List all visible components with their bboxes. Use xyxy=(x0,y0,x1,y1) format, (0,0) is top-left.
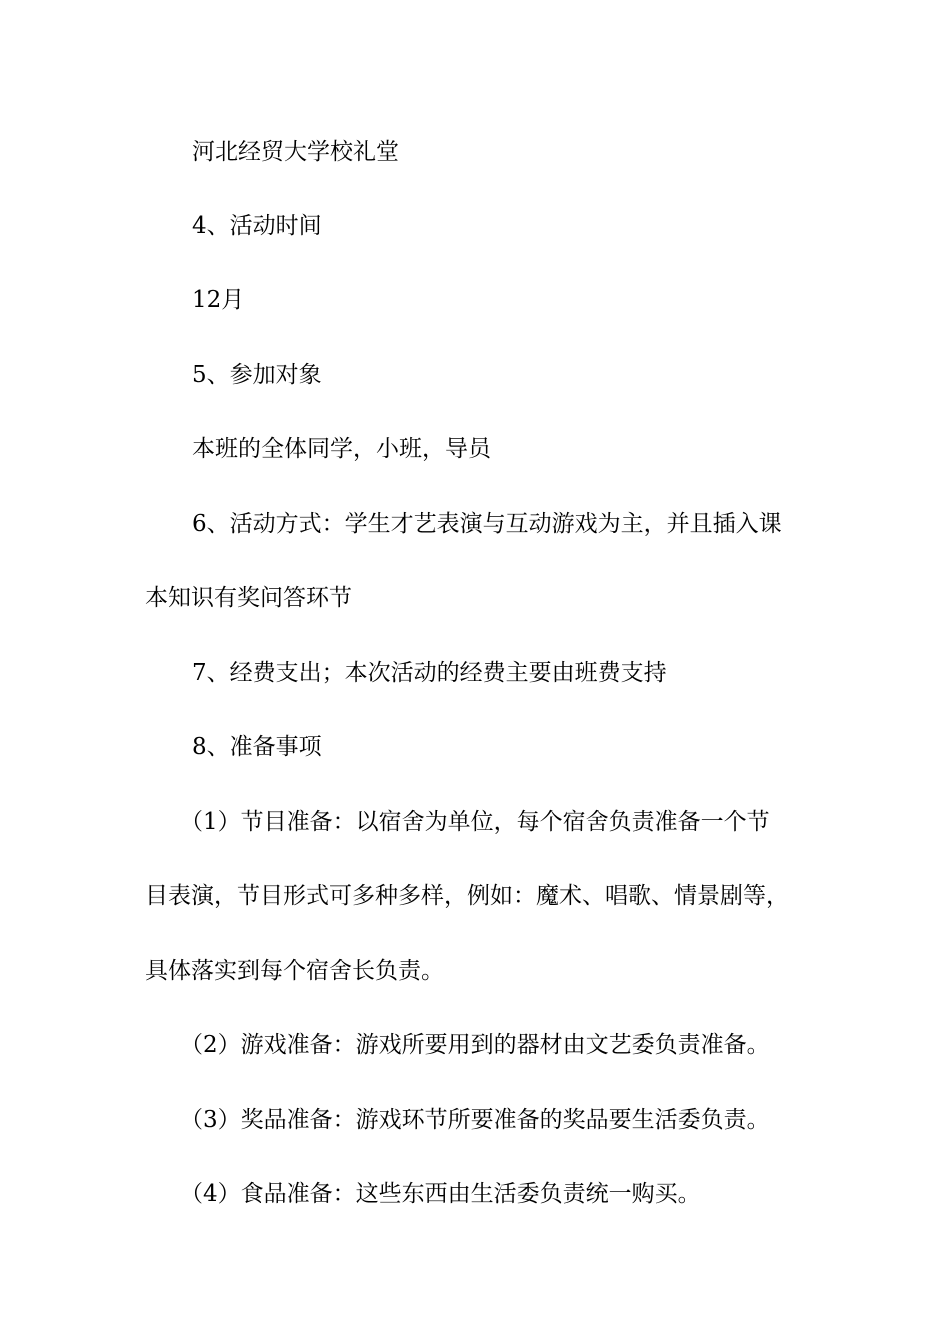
section-6-line-2: 本知识有奖问答环节 xyxy=(145,585,352,611)
item-1-line-1: （1）节目准备：以宿舍为单位，每个宿舍负责准备一个节 xyxy=(180,809,770,835)
item-1-line-2: 目表演，节目形式可多种多样，例如：魔术、唱歌、情景剧等， xyxy=(145,883,789,909)
section-6-line-1: 6、活动方式：学生才艺表演与互动游戏为主，并且插入课 xyxy=(192,511,782,537)
section-5-heading: 5、参加对象 xyxy=(192,362,322,388)
item-2-text: （2）游戏准备：游戏所要用到的器材由文艺委负责准备。 xyxy=(180,1032,770,1058)
item-4-text: （4）食品准备：这些东西由生活委负责统一购买。 xyxy=(180,1181,701,1207)
section-8-heading: 8、准备事项 xyxy=(192,734,322,760)
item-1-line-3: 具体落实到每个宿舍长负责。 xyxy=(145,958,444,984)
section-4-heading: 4、活动时间 xyxy=(192,213,322,239)
participants-text: 本班的全体同学，小班，导员 xyxy=(192,436,491,462)
activity-time-text: 12月 xyxy=(192,287,245,313)
item-3-text: （3）奖品准备：游戏环节所要准备的奖品要生活委负责。 xyxy=(180,1107,770,1133)
venue-text: 河北经贸大学校礼堂 xyxy=(192,139,399,165)
section-7-text: 7、经费支出；本次活动的经费主要由班费支持 xyxy=(192,660,667,686)
